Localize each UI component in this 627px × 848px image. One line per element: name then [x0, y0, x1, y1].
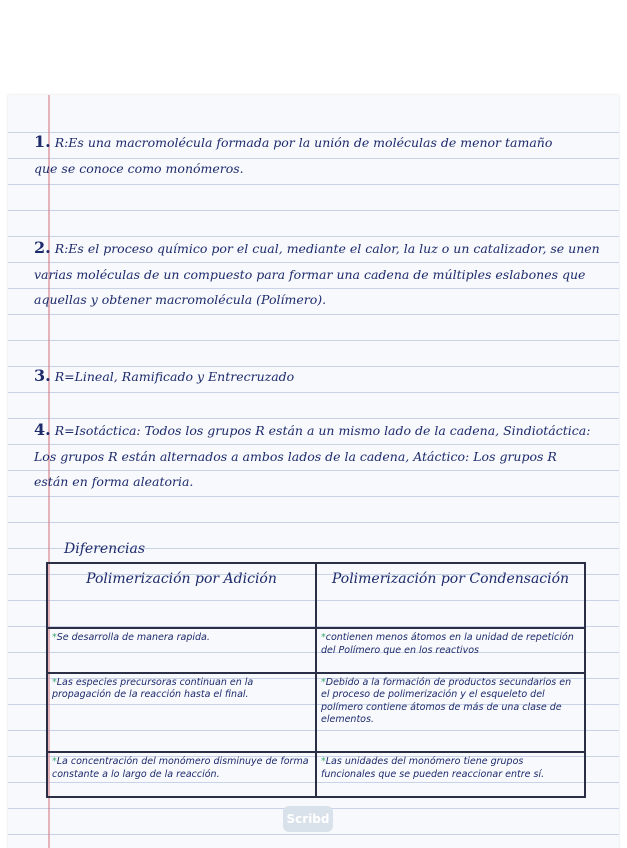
bullet-star-icon: * [321, 632, 326, 643]
answer-3-number: 3. [34, 366, 51, 385]
table-row [47, 673, 585, 752]
notebook-page [8, 95, 619, 848]
differences-title: Diferencias [64, 541, 146, 557]
header-condensation: Polimerización por Condensación [316, 563, 585, 628]
bullet-star-icon: * [52, 632, 57, 643]
cell-text: Las especies precursoras continuan en la propagación de la reacción hasta el final. [52, 676, 254, 701]
header-addition: Polimerización por Adición [47, 563, 316, 628]
table-row [47, 752, 585, 797]
answer-3 [34, 363, 594, 390]
answer-1-number: 1. [34, 132, 51, 151]
bullet-star-icon: * [52, 676, 57, 688]
table-header-row [47, 563, 585, 628]
table-cell [47, 628, 316, 673]
table-cell [47, 752, 316, 797]
cell-text: Debido a la formación de productos secundarios en el proceso de polimerización y el esqueleto del polímero contiene átomos de más de una clase de elementos. [321, 676, 572, 726]
cell-text: Se desarrolla de manera rapida. [56, 632, 210, 643]
cell-text: contienen menos átomos en la unidad de repetición del Polímero que en los reactivos [321, 632, 574, 656]
answer-1 [34, 129, 564, 181]
cell-text: Las unidades del monómero tiene grupos funcionales que se pueden reaccionar entre sí. [321, 756, 545, 780]
answer-2-text: R:Es el proceso químico por el cual, mediante el calor, la luz o un catalizador, se unen varias moléculas de un compuesto para formar una cadena de múltiples eslabones que aquellas y obtener macromolécula (Polímero). [34, 241, 600, 307]
scribd-watermark-logo: Scribd [283, 806, 333, 832]
answer-4-number: 4. [34, 420, 51, 439]
bullet-star-icon: * [52, 756, 57, 768]
table-cell [316, 673, 585, 752]
answer-4-text: R=Isotáctica: Todos los grupos R están a un mismo lado de la cadena, Sindiotáctica: Los grupos R están alternados a ambos lados de la cadena, Atáctico: Los grupos R están en forma aleatoria. [34, 423, 591, 489]
answer-3-text: R=Lineal, Ramificado y Entrecruzado [54, 369, 295, 384]
answer-2 [34, 235, 609, 313]
table-cell [316, 752, 585, 797]
table-cell [316, 628, 585, 673]
bullet-star-icon: * [321, 676, 326, 688]
table-row [47, 628, 585, 673]
answer-2-number: 2. [34, 238, 51, 257]
bullet-star-icon: * [321, 756, 326, 768]
differences-table [46, 562, 586, 798]
table-cell [47, 673, 316, 752]
answer-1-text: R:Es una macromolécula formada por la unión de moléculas de menor tamaño que se conoce como monómeros. [34, 135, 553, 176]
answer-4 [34, 417, 594, 495]
cell-text: La concentración del monómero disminuye de forma constante a lo largo de la reacción. [52, 756, 309, 780]
